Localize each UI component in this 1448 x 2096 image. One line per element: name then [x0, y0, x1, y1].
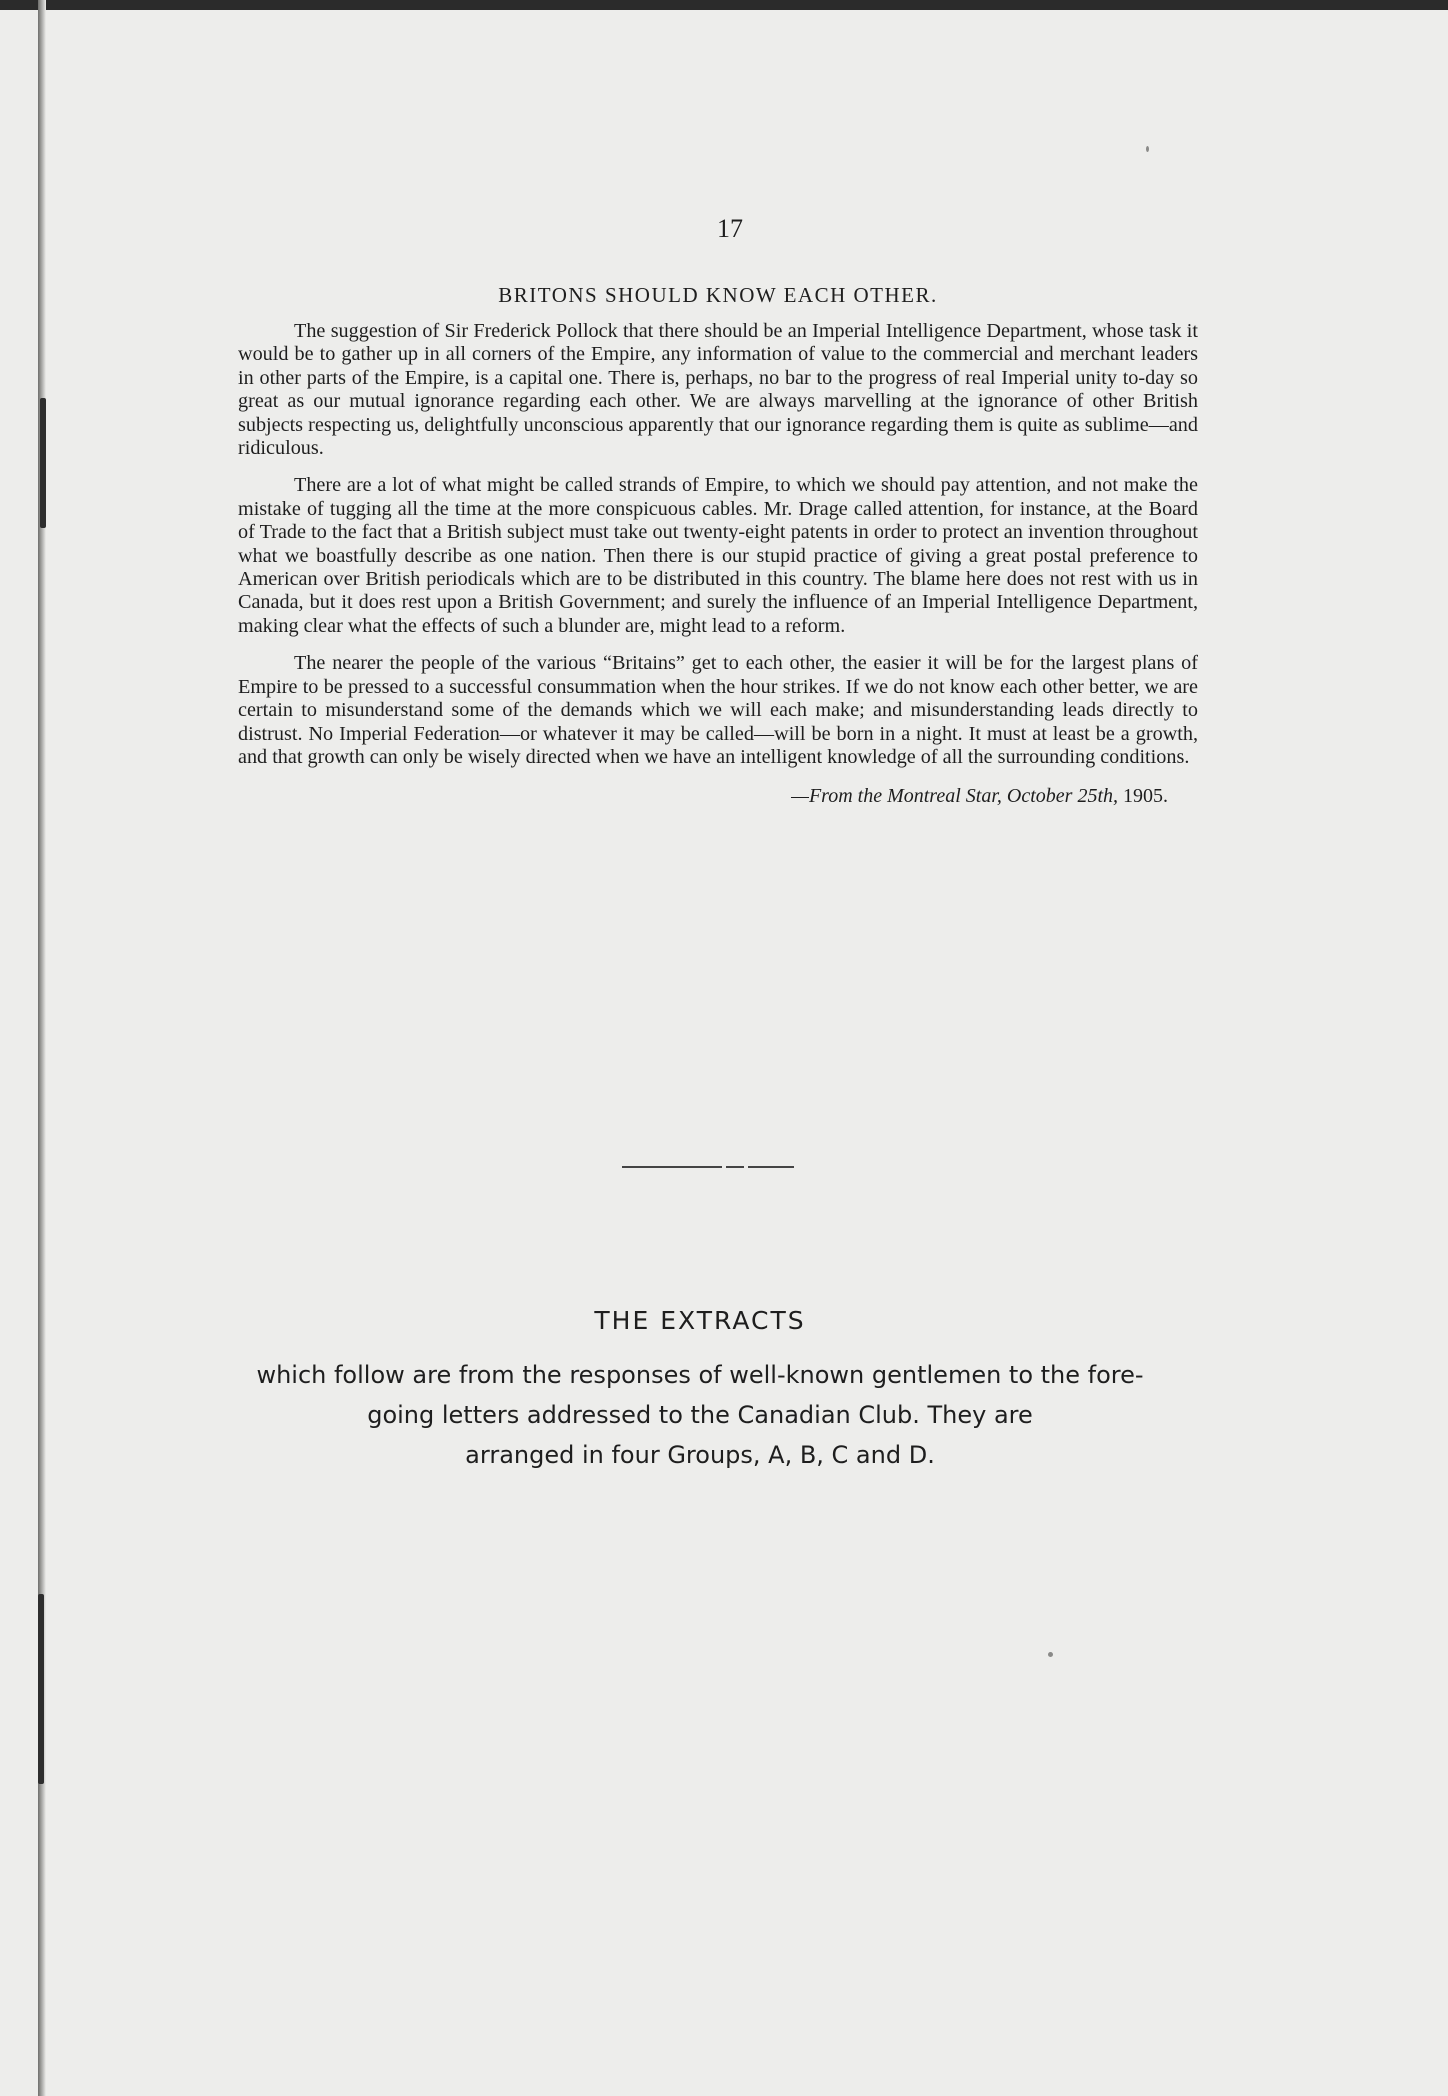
article-paragraph-2: There are a lot of what might be called strands of Empire, to which we should pay attention, and not make the mistake of tugging all the time at the more conspicuous cables. Mr. Drage called attention, for instance, at the Board of Trade to the fact that a British subject must take out twenty-eight patents in order to protect an invention throughout what we boastfully describe as one nation. Then there is our stupid practice of giving a great postal preference to American over British periodicals which are to be distributed in this country. The blame here does not rest with us in Canada, but it does rest upon a British Government; and surely the influence of an Imperial Intelligence Department, making clear what the effects of such a blunder are, might lead to a reform.	[238, 474, 1198, 637]
article-title: BRITONS SHOULD KNOW EACH OTHER.	[498, 283, 938, 307]
binding-staple-lower	[38, 1594, 44, 1784]
source-citation	[238, 785, 1168, 808]
binding-staple-upper	[40, 398, 46, 528]
extracts-section	[200, 1306, 1200, 1475]
article-paragraph-3: The nearer the people of the various “Britains” get to each other, the easier it will be for the largest plans of Empire to be pressed to a successful consummation when the hour strikes. If we do not know each other better, we are certain to misunderstand some of the demands which we will each make; and misunderstanding leads directly to distrust. No Imperial Federation—or whatever it may be called—will be born in a night. It must at least be a growth, and that growth can only be wisely directed when we have an intelligent knowledge of all the surrounding conditions.	[238, 652, 1198, 768]
article-column	[238, 214, 1198, 808]
source-citation-year: 1905.	[1118, 785, 1168, 808]
paper-speck	[1146, 146, 1149, 152]
page-top-edge	[0, 0, 1448, 10]
source-citation-publication: —From the Montreal Star, October 25th,	[791, 785, 1118, 808]
extracts-line-3: arranged in four Groups, A, B, C and D.	[465, 1441, 935, 1469]
page-number: 17	[717, 214, 743, 243]
extracts-line-1: which follow are from the responses of well-known gentlemen to the fore-	[256, 1361, 1144, 1389]
section-divider	[622, 1166, 794, 1168]
extracts-line-2: going letters addressed to the Canadian Club. They are	[367, 1401, 1033, 1429]
article-paragraph-1: The suggestion of Sir Frederick Pollock that there should be an Imperial Intelligence Department, whose task it would be to gather up in all corners of the Empire, any information of value to the commercial and merchant leaders in other parts of the Empire, is a capital one. There is, perhaps, no bar to the progress of real Imperial unity to-day so great as our mutual ignorance regarding each other. We are always marvelling at the ignorance of other British subjects respecting us, delightfully unconscious apparently that our ignorance regarding them is quite as sublime—and ridiculous.	[238, 320, 1198, 460]
extracts-heading: THE EXTRACTS	[594, 1306, 806, 1335]
paper-speck	[1048, 1652, 1053, 1657]
